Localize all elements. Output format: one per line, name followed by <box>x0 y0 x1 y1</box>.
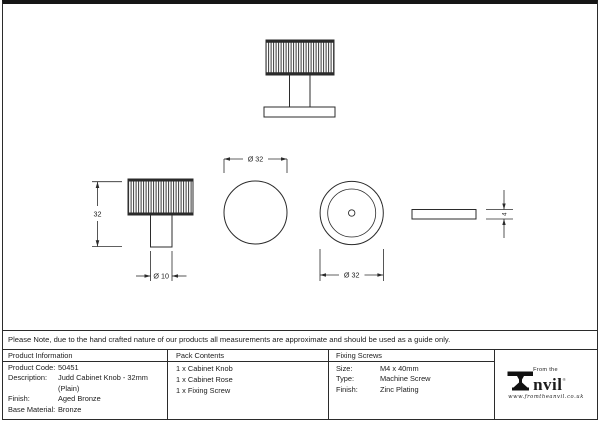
knob-back-view <box>320 181 383 244</box>
divider <box>167 349 168 421</box>
knob-stem <box>290 75 311 107</box>
from-the-anvil-logo <box>507 367 584 400</box>
knob-rose-base <box>264 107 335 117</box>
logo-tagline: From the <box>533 367 558 374</box>
header-pack-contents: Pack Contents <box>176 351 225 360</box>
table-row <box>8 384 166 394</box>
dim-height <box>92 182 122 247</box>
list-item: 1 x Fixing Screw <box>176 385 231 395</box>
anvil-icon <box>507 370 534 392</box>
table-row <box>336 385 492 395</box>
field-label: Finish: <box>336 384 358 394</box>
registered-mark: ® <box>562 377 567 383</box>
header-fixing-screws: Fixing Screws <box>336 351 382 360</box>
arrow-down-icon <box>96 240 100 246</box>
arrow-left-icon <box>320 273 326 276</box>
field-value: 50451 <box>58 363 79 372</box>
knob-side-view <box>128 179 193 247</box>
arrow-up-icon <box>96 182 100 188</box>
knob-elevation-view <box>264 40 335 117</box>
field-label: Base Material: <box>8 404 56 414</box>
table-row <box>336 364 492 374</box>
dim-rose-thickness <box>486 190 513 238</box>
arrow-down-icon <box>502 204 505 210</box>
field-value: M4 x 40mm <box>380 364 419 373</box>
divider <box>2 361 495 362</box>
rose-profile <box>412 210 476 220</box>
arrow-up-icon <box>502 219 505 225</box>
dim-back-diameter-label: Ø 32 <box>343 270 360 280</box>
field-label: Type: <box>336 374 355 384</box>
list-item: 1 x Cabinet Rose <box>176 374 233 384</box>
table-row <box>8 373 166 383</box>
side-head-knurled <box>128 179 193 215</box>
knob-front-face-view <box>224 181 287 244</box>
table-row <box>8 405 166 415</box>
logo-name-text: nvil <box>533 375 563 395</box>
screw-hole <box>349 210 355 216</box>
divider <box>328 349 329 421</box>
field-value: Judd Cabinet Knob - 32mm <box>58 373 148 383</box>
pack-contents-section <box>176 364 233 396</box>
brand-logo-cell <box>495 349 596 418</box>
field-value: Bronze <box>58 404 82 414</box>
front-face-circle <box>224 181 287 244</box>
field-value: Machine Screw <box>380 374 431 384</box>
table-row <box>8 394 166 404</box>
field-value: Aged Bronze <box>58 394 101 404</box>
side-stem <box>151 215 173 247</box>
arrow-left-icon <box>172 274 178 277</box>
header-product-information: Product Information <box>8 351 73 360</box>
arrow-right-icon <box>281 157 287 160</box>
fixing-screws-section <box>336 364 492 395</box>
dim-front-diameter <box>224 155 287 173</box>
dim-stem-diameter-label: Ø 10 <box>153 271 169 281</box>
logo-url: www.fromtheanvil.co.uk <box>508 393 584 400</box>
field-label: Product Code: <box>8 363 56 372</box>
field-label <box>8 384 58 394</box>
field-value: (Plain) <box>58 383 80 393</box>
field-label: Size: <box>336 364 353 373</box>
product-information-section <box>8 363 166 415</box>
field-value: Zinc Plating <box>380 384 419 394</box>
arrow-right-icon <box>377 273 383 276</box>
list-item: 1 x Cabinet Knob <box>176 364 233 373</box>
dim-rose-thickness-label: 4 <box>502 212 509 216</box>
table-row <box>8 363 166 373</box>
arrow-right-icon <box>145 274 151 277</box>
field-label: Description: <box>8 373 48 383</box>
dim-front-diameter-label: Ø 32 <box>247 154 264 164</box>
dim-back-diameter <box>320 249 383 281</box>
field-label: Finish: <box>8 394 30 404</box>
arrow-left-icon <box>224 157 230 160</box>
table-row <box>336 374 492 384</box>
dim-stem-diameter <box>136 251 187 281</box>
logo-name <box>533 373 567 395</box>
measurement-note: Please Note, due to the hand crafted nature of our products all measurements are approximate and should be used as a guide only. <box>8 335 451 344</box>
knob-head-knurled <box>266 40 334 75</box>
rose-profile-view <box>412 210 476 220</box>
dim-height-label: 32 <box>93 209 102 219</box>
